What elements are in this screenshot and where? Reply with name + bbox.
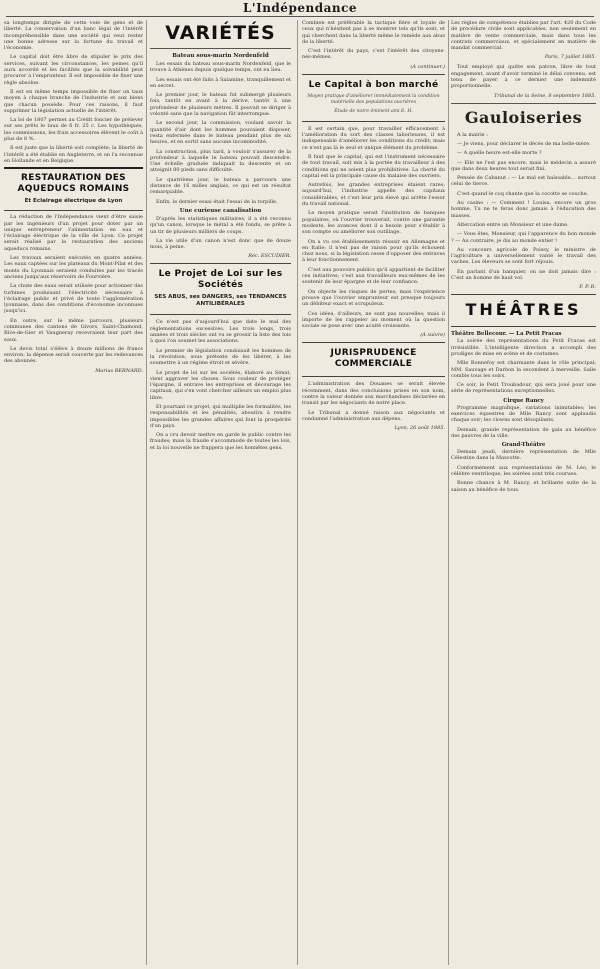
paragraph: La vie utile d'un canon n'est donc que de douze mois, à peine.: [150, 237, 291, 251]
author-signature: F. P. R.: [579, 284, 596, 291]
paragraph: Le capital doit être libre de stipuler le prix des services, suivant les circonstances, les peines qu'il aura accordé et les facilités que la solvabilité peut procurer à l'emprunteur. Il est impossible de fixer une règle absolue.: [4, 54, 143, 86]
paragraph: Il est certain que, pour travailler efficacement à l'amélioration du sort des classes laborieuses, il est indispensable d'améliorer les conditions du crédit; mais ce n'est pas là le seul et unique élément du problème.: [302, 125, 445, 151]
dateline: Paris, 7 juillet 1885.: [544, 54, 596, 61]
paragraph: Programme magnifique, variations inimitables; les exercices équestres de Mlle Rancy sont applaudis chaque soir; les clowns sont désopilants.: [451, 404, 596, 424]
paragraph: Combien est préférable la tactique fière et loyale de ceux qui n'hésitent pas à se montrer tels qu'ils sont, et qui cherchent dans la liberté même le remède aux abus de la liberté.: [302, 20, 445, 45]
article-subheading: Une curieuse canalisation: [179, 207, 262, 214]
article-subtitle: SES ABUS, ses DANGERS, ses TENDANCES ANTILIBÉRALES: [154, 294, 287, 308]
author-signature: Réc. ESCUDIER.: [248, 253, 291, 260]
column-2: [150, 20, 291, 965]
paragraph: Le Tribunal a donné raison aux négociants et condamné l'administration aux dépens.: [302, 409, 445, 422]
paragraph: Enfin, le dernier essai était l'essai de la torpille.: [156, 198, 278, 205]
section-title: VARIÉTÉS: [165, 22, 276, 44]
paragraph: La construction, plus tard, à vouloir s'assurer de la profondeur à laquelle le bateau pouvait descendre. Une échelle graduée indiquait la descente et on atteignit 80 pieds sans difficulté.: [150, 148, 291, 174]
paragraph: Il est en même temps impossible de fixer un taux moyen à chaque branche de l'industrie et aux biens que chacun possède. Pour ces raisons, il faut supprimer la législation actuelle de l'intérêt.: [4, 88, 143, 114]
column-4: [451, 20, 596, 965]
paragraph: C'est aux pouvoirs publics qu'il appartient de faciliter ces initiatives; c'est aux travailleurs eux-mêmes de les soutenir de leur épargne et de leur confiance.: [302, 266, 445, 286]
paragraph: — Je viens, pour déclarer le décès de ma belle-mère.: [457, 140, 591, 147]
paragraph: Bonne chance à M. Rancy, et brillante suite de la saison au bénéfice de tous.: [451, 480, 596, 493]
paragraph: A la mairie :: [457, 131, 488, 138]
paragraph: Les règles de compétence établies par l'art. 420 du Code de procédure civile sont applicables, non seulement en matière de vente commerciale, mais dans tous les contrats commerciaux, et spécialement en matière de mandat commercial.: [451, 20, 596, 52]
paragraph: Demain, grande représentation de gala au bénéfice des pauvres de la ville.: [451, 426, 596, 439]
paragraph: La chute des eaux serait utilisée pour actionner des turbines produisant l'électricité nécessaire à l'éclairage public et privé de toute l'agglomération lyonnaise, dans des conditions d'économie inconnues jusqu'ici.: [4, 283, 143, 315]
article-subtitle: Bateau sous-marin Nordenfeld: [172, 53, 269, 59]
source-citation: Tribunal de la Seine, 8 septembre 1885.: [493, 92, 596, 99]
paragraph: Conformément aux représentations de M. Léo, le célèbre ventriloque, les soirées sont très courues.: [451, 464, 596, 478]
column-1: [4, 20, 143, 965]
article-byline: Étude de notre éminent ami E. H.: [334, 108, 413, 114]
article-title: Le Projet de Loi sur les Sociétés: [158, 269, 283, 291]
paragraph: D'après les statistiques militaires, il a été reconnu qu'un canon, lorsque le métal a été fondu, se prête à un tir de plusieurs milliers de coups.: [150, 215, 291, 235]
paragraph: Le devis total s'élève à douze millions de francs environ; la dépense serait couverte par les redevances des abonnés.: [4, 345, 143, 365]
paragraph: En outre, sur le même parcours, plusieurs communes des cantons de Givors, Saint-Chamond, Rive-de-Gier et Vaugneray recevraient leur part des eaux.: [4, 317, 143, 343]
paragraph: Au concours agricole de Poissy, le ministre de l'agriculture a universellement vanté le travail des vaches. Les éleveurs se sont fort réjouis.: [451, 246, 596, 266]
paragraph: Le projet de loi sur les sociétés, élaboré au Sénat, vient aggraver les choses. Sous couleur de protéger l'épargne, il entrave les entreprises et décourage les capitaux, qui s'en vont chercher ailleurs un emploi plus libre.: [150, 369, 291, 401]
column-divider: [146, 20, 147, 965]
paragraph: On a cru devoir mettre en garde le public contre les fraudes; mais la fraude s'accommode de toutes les lois, et la loi nouvelle ne frappera que les honnêtes gens.: [150, 432, 291, 451]
paragraph: La soirée des représentations du Petit Fracas est irrésistible. L'intelligente direction a accompli des prodiges de mise en scène et de costumes.: [451, 338, 596, 357]
paragraph: Les essais du bateau sous-marin Nordenfeld, que le trouve à Athènes depuis quelque temps, ont eu lieu.: [150, 61, 291, 74]
article-subtitle: Et Eclairage électrique de Lyon: [24, 198, 123, 205]
paragraph: Au casino : — Comment ! Louisa, encore un gros homme. Tu ne te feras donc jamais à l'éducation des masses.: [451, 200, 596, 219]
venue-heading: Théâtre Bellecour. — La Petit Fracas: [451, 331, 562, 338]
paragraph: On a vu ces établissements réussir en Allemagne et en Italie; il n'est pas de raison pour qu'ils échouent chez nous, si la législation cesse d'opposer des entraves à leur fonctionnement.: [302, 238, 445, 264]
paragraph: — A quelle heure est-elle morte ?: [457, 150, 542, 157]
paragraph: Ce n'est pas d'aujourd'hui que date le mal des réglementations excessives. Les trois longs, trois années et trois siècles ont vu se grossir la liste des lois à quoi l'on soumet les associations.: [150, 319, 291, 345]
paragraph: Le premier de législation conduisait les hommes de la révolution, sous prétexte de les libérer, à les soumettre à un régime étroit et sévère.: [150, 347, 291, 367]
section-title: THÉÂTRES: [465, 300, 582, 320]
article-title: RESTAURATION DES AQUEDUCS ROMAINS: [17, 173, 130, 195]
paragraph: sa longtemps dirigée de cette voie de gens et de liberté. La conservation d'un banc légal de l'intérêt incompréhensible dans une société qui veut rester une bonne adresse sur la fortune du travail et l'économie.: [4, 20, 143, 52]
paragraph: — Vous êtes, Monsieur, qui l'apparence du bon monde ? — Au contraire, je dis au monde entier !: [451, 231, 596, 244]
article-kicker: Moyen pratique d'améliorer immédiatement la condition matérielle des populations ouvrières: [307, 93, 440, 105]
divider: [150, 48, 291, 49]
venue-heading: Cirque Rancy: [503, 397, 544, 404]
venue-heading: Grand-Théâtre: [501, 442, 546, 449]
paragraph: C'est quand le coq chante que la cocotte se couche.: [457, 190, 589, 197]
paragraph: Le quatrième jour, le bateau a parcouru une distance de 16 milles anglais, ce qui est un résultat remarquable.: [150, 176, 291, 196]
article-header: [302, 74, 445, 122]
paragraph: Ces idées, d'ailleurs, ne sont pas nouvelles; mais il importe de les rappeler au moment où la question sociale se pose avec une acuité croissante.: [302, 310, 445, 330]
paragraph: Ce soir, le Petit Troubadour, qui sera joué pour une série de représentations exceptionnelles.: [451, 382, 596, 395]
paragraph: La loi de 1807 permet au Crédit foncier de prélever sur ses prêts le taux de 6 fr. 25 c. Les hypothèques, les commissions, les frais accessoires élèvent le coût à plus de 8 %.: [4, 117, 143, 143]
paragraph: Mlle Bonnefoy est charmante dans le rôle principal; MM. Sauvage et Darbon la secondent à merveille. Salle comble tous les soirs.: [451, 360, 596, 379]
divider: [451, 103, 596, 104]
paragraph: — Elle ne l'est pas encore, mais le médecin a assuré que dans deux heures tout serait fini.: [451, 159, 596, 172]
paragraph: C'est l'intérêt du pays, c'est l'intérêt des citoyens-nés-mêmes.: [302, 48, 445, 61]
paragraph: Autrefois, les grandes entreprises étaient rares; aujourd'hui, l'industrie appelle des capitaux considérables, et c'est leur prix élevé qui arrête l'essor du travail national.: [302, 182, 445, 208]
article-header: [302, 342, 445, 377]
paragraph: Pensée de Cabanut : — Le mal est haïssable… surtout celui de tierce.: [451, 175, 596, 188]
paragraph: L'administration des Douanes se serait élevée récemment, dans des conclusions prises en son nom, contre la valeur donnée aux marchandises déclarées en transit par les négociants de notre place.: [302, 381, 445, 407]
masthead-rule: [6, 16, 594, 17]
section-title: Gauloiseries: [464, 107, 583, 127]
paragraph: Et pourtant ce projet, qui multiplie les formalités, les responsabilités et les pénalités, aboutira à rendre impossibles les grandes affaires qui font la prospérité d'un pays.: [150, 403, 291, 429]
paragraph: Les essais ont été faits à Salamine, tranquillement et en secret.: [150, 76, 291, 89]
paragraph: On objecte les risques de pertes; mais l'expérience prouve que l'ouvrier emprunteur est presque toujours un débiteur exact et scrupuleux.: [302, 288, 445, 308]
column-divider: [448, 20, 449, 965]
continuation-note: (A continuer.): [410, 63, 445, 70]
article-header: [4, 167, 143, 211]
dateline: Lyon, 26 août 1885.: [394, 425, 445, 432]
paragraph: Le premier jour, le bateau fut submergé plusieurs fois, tantôt en avant à la dérive, tantôt à une profondeur de plusieurs mètres. Il pouvait se diriger à volonté sans que la navigation fût interrompue.: [150, 92, 291, 118]
author-signature: Marius BERNARD.: [95, 367, 143, 374]
paragraph: Le second jour, la commission, voulant savoir la quantité d'air dont les hommes pouvaient disposer, resta enfermée dans le bateau pendant plus de six heures, et en sortit sans aucune incommodité.: [150, 120, 291, 146]
article-title: Le Capital à bon marché: [308, 79, 439, 90]
column-3: [302, 20, 445, 965]
article-header: [451, 294, 596, 327]
article-header: [150, 263, 291, 315]
paragraph: Demain jeudi, dernière représentation de Mlle Célestine dans la Mascotte.: [451, 449, 596, 462]
paragraph: En parlant d'un banquier, on ne doit jamais dire : C'est un homme de haut vol.: [451, 268, 596, 282]
article-title: JURISPRUDENCE COMMERCIALE: [330, 348, 417, 370]
paragraph: Tout employé qui quitte son patron, libre de tout engagement, avant d'avoir terminé le délai convenu, est tenu de payer à ce dernier une indemnité proportionnelle.: [451, 64, 596, 90]
continuation-note: (A suivre): [420, 332, 445, 339]
column-divider: [297, 20, 298, 965]
paragraph: Il est juste que la liberté soit complète; la liberté de l'intérêt a été établie en Angleterre, et on l'a reconnue en Hollande et en Belgique.: [4, 145, 143, 164]
paragraph: La rédaction de l'Indépendance vient d'être saisie par les ingénieurs d'un projet pour doter par un unique entrepreneur l'alimentation en eau et l'éclairage électrique de la ville de Lyon. Ce projet serait réalisé par la restauration des anciens aqueducs romains.: [4, 214, 143, 252]
masthead: L'Indépendance: [242, 1, 358, 15]
paragraph: Le moyen pratique serait l'institution de banques populaires, où l'ouvrier trouverait, contre une garantie modeste, les avances dont il a besoin pour s'établir à son compte ou améliorer son outillage.: [302, 210, 445, 236]
paragraph: Altercation entre un Monsieur et une dame.: [457, 221, 569, 228]
paragraph: Il faut que le capital, qui est l'instrument nécessaire de tout travail, soit mis à la portée du travailleur à des conditions qui ne soient plus prohibitives. La cherté du capital est la principale cause du malaise des ouvriers.: [302, 153, 445, 179]
paragraph: Les travaux seraient exécutés en quatre années. Les eaux captées sur les plateaux du Mont-Pilat et des monts du Lyonnais seraient conduites par les tracés anciens jusqu'aux réservoirs de Fourvière.: [4, 255, 143, 280]
